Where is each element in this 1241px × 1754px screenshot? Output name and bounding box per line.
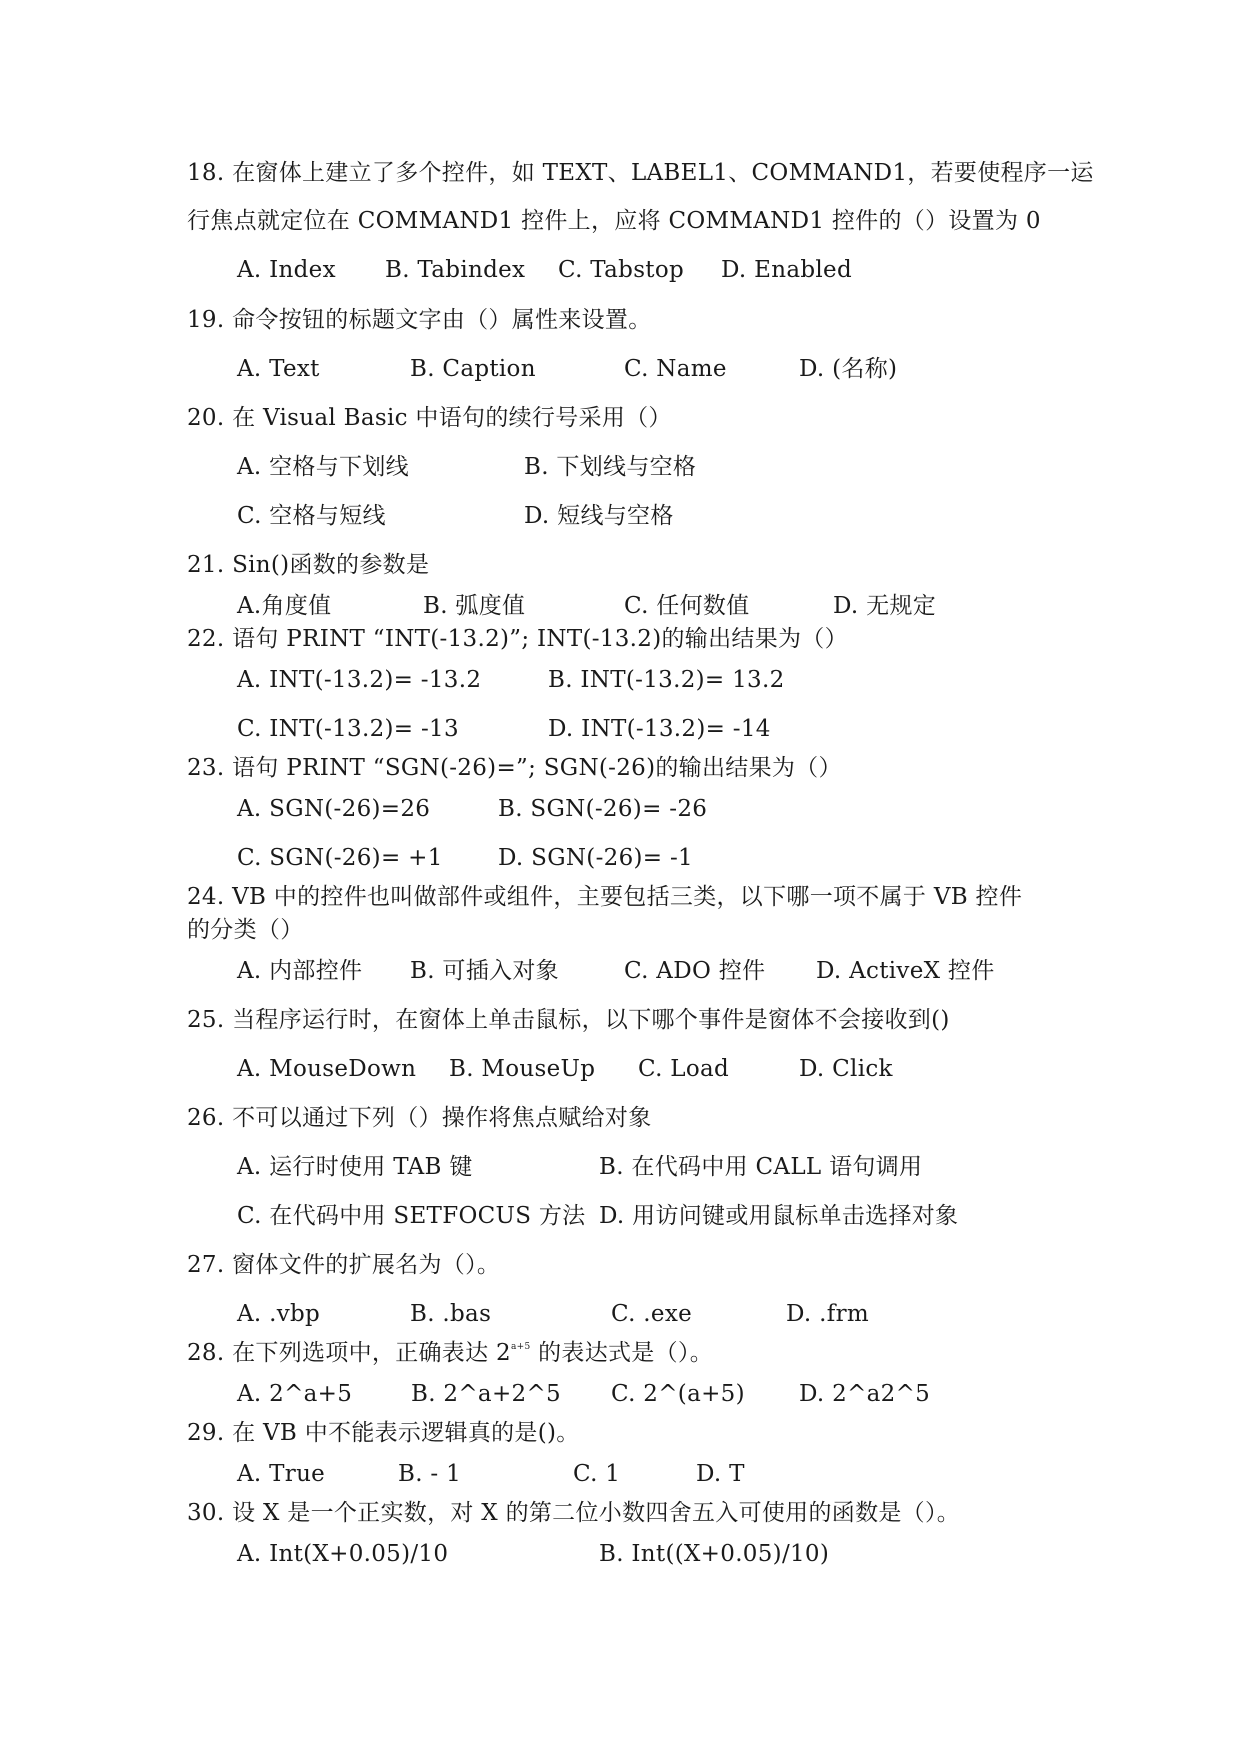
option-d: D. 短线与空格 [524, 503, 674, 529]
option-b: B. Int((X+0.05)/10) [599, 1541, 830, 1567]
option-a: A. SGN(-26)=26 [237, 796, 431, 822]
option-c: C. 任何数值 [624, 593, 750, 619]
question-28-stem-part-2: 的表达式是（）。 [538, 1340, 714, 1366]
option-a: A.角度值 [237, 593, 332, 619]
option-a: A. Text [237, 356, 320, 382]
question-24-line-2: 的分类（） [187, 917, 304, 943]
option-d: D. INT(-13.2)= -14 [548, 716, 771, 742]
option-a: A. .vbp [237, 1301, 321, 1327]
question-29-stem: 29. 在 VB 中不能表示逻辑真的是()。 [187, 1420, 580, 1446]
option-c: C. Load [638, 1056, 730, 1082]
question-18-line-2: 行焦点就定位在 COMMAND1 控件上，应将 COMMAND1 控件的（）设置为 0 [187, 208, 1041, 234]
option-d: D. 无规定 [833, 593, 937, 619]
option-c: C. .exe [611, 1301, 693, 1327]
question-20-stem: 20. 在 Visual Basic 中语句的续行号采用（） [187, 405, 672, 431]
option-a: A. INT(-13.2)= -13.2 [237, 667, 482, 693]
option-c: C. INT(-13.2)= -13 [237, 716, 459, 742]
question-18-line-1: 18. 在窗体上建立了多个控件，如 TEXT、LABEL1、COMMAND1，若要使程序一运 [187, 160, 1094, 186]
option-b: B. - 1 [398, 1461, 462, 1487]
option-b: B. 在代码中用 CALL 语句调用 [599, 1154, 923, 1180]
question-30-stem: 30. 设 X 是一个正实数，对 X 的第二位小数四舍五入可使用的函数是（）。 [187, 1500, 961, 1526]
option-a: A. Index [237, 257, 336, 283]
option-d: D. 用访问键或用鼠标单击选择对象 [599, 1203, 959, 1229]
option-a: A. 2^a+5 [237, 1381, 353, 1407]
question-22-stem: 22. 语句 PRINT “INT(-13.2)”; INT(-13.2)的输出结果为（） [187, 626, 848, 652]
option-d: D. (名称) [799, 356, 898, 382]
option-a: A. 内部控件 [237, 958, 363, 984]
option-b: B. .bas [410, 1301, 492, 1327]
option-b: B. 2^a+2^5 [411, 1381, 561, 1407]
option-b: B. MouseUp [449, 1056, 596, 1082]
question-27-stem: 27. 窗体文件的扩展名为（）。 [187, 1252, 501, 1278]
option-d: D. 2^a2^5 [799, 1381, 931, 1407]
question-23-stem: 23. 语句 PRINT “SGN(-26)=”; SGN(-26)的输出结果为（） [187, 755, 842, 781]
option-d: D. Enabled [721, 257, 852, 283]
question-28-stem-part-1: 28. 在下列选项中，正确表达 2 [187, 1340, 511, 1366]
option-d: D. ActiveX 控件 [816, 958, 995, 984]
option-a: A. 运行时使用 TAB 键 [237, 1154, 473, 1180]
option-b: B. SGN(-26)= -26 [498, 796, 708, 822]
option-c: C. SGN(-26)= +1 [237, 845, 443, 871]
option-d: D. SGN(-26)= -1 [498, 845, 693, 871]
question-28-stem [187, 1338, 713, 1368]
option-b: B. Tabindex [385, 257, 526, 283]
question-21-stem: 21. Sin()函数的参数是 [187, 552, 430, 578]
option-c: C. 在代码中用 SETFOCUS 方法 [237, 1203, 586, 1229]
option-c: C. Name [624, 356, 727, 382]
option-a: A. 空格与下划线 [237, 454, 409, 480]
question-26-stem: 26. 不可以通过下列（）操作将焦点赋给对象 [187, 1105, 652, 1131]
option-b: B. 弧度值 [423, 593, 526, 619]
question-24-line-1: 24. VB 中的控件也叫做部件或组件，主要包括三类，以下哪一项不属于 VB 控件 [187, 884, 1023, 910]
option-c: C. ADO 控件 [624, 958, 766, 984]
option-c: C. 1 [573, 1461, 621, 1487]
question-19-stem: 19. 命令按钮的标题文字由（）属性来设置。 [187, 307, 652, 333]
option-d: D. .frm [786, 1301, 869, 1327]
option-b: B. INT(-13.2)= 13.2 [548, 667, 785, 693]
option-c: C. Tabstop [558, 257, 685, 283]
option-a: A. True [237, 1461, 326, 1487]
option-b: B. 下划线与空格 [524, 454, 697, 480]
option-a: A. Int(X+0.05)/10 [237, 1541, 449, 1567]
question-25-stem: 25. 当程序运行时，在窗体上单击鼠标，以下哪个事件是窗体不会接收到() [187, 1007, 950, 1033]
option-b: B. Caption [410, 356, 536, 382]
option-b: B. 可插入对象 [410, 958, 559, 984]
option-c: C. 2^(a+5) [611, 1381, 745, 1407]
option-d: D. T [696, 1461, 745, 1487]
option-a: A. MouseDown [237, 1056, 417, 1082]
option-d: D. Click [799, 1056, 893, 1082]
option-c: C. 空格与短线 [237, 503, 386, 529]
superscript-exponent: a+5 [510, 1342, 531, 1352]
